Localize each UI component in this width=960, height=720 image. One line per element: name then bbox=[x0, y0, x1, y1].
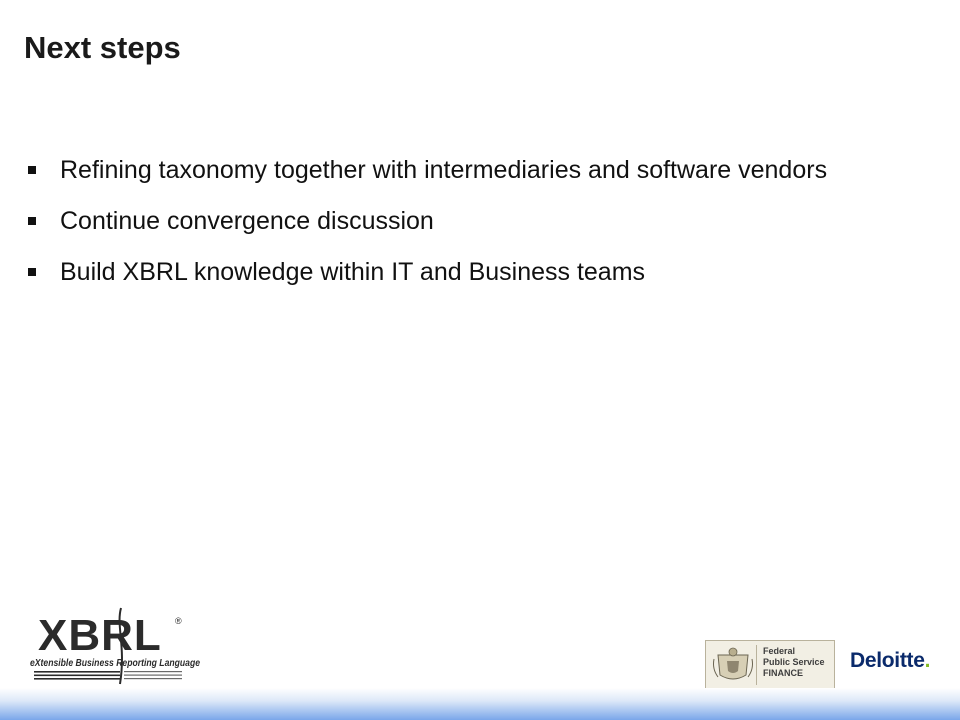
finance-line-1: Federal bbox=[763, 646, 796, 656]
xbrl-logo bbox=[28, 606, 218, 686]
deloitte-logo bbox=[850, 649, 930, 673]
bullet-text: Build XBRL knowledge within IT and Business teams bbox=[60, 258, 646, 286]
svg-text:®: ® bbox=[175, 616, 182, 626]
deloitte-green-dot: . bbox=[924, 649, 931, 672]
bullet-text: Continue convergence discussion bbox=[60, 207, 434, 235]
xbrl-tagline: eXtensible Business Reporting Language bbox=[30, 657, 201, 669]
deloitte-wordmark: Deloitte bbox=[850, 649, 925, 672]
finance-line-3: FINANCE bbox=[763, 668, 803, 678]
xbrl-wordmark: XBRL bbox=[38, 611, 162, 660]
square-bullet-icon bbox=[28, 217, 36, 225]
bullet-item bbox=[24, 153, 924, 187]
bullet-item bbox=[24, 204, 924, 238]
finance-line-2: Public Service bbox=[763, 657, 825, 667]
bullet-list bbox=[24, 153, 924, 306]
square-bullet-icon bbox=[28, 166, 36, 174]
belgian-crest-icon bbox=[710, 645, 757, 685]
bullet-item bbox=[24, 255, 924, 289]
finance-logo bbox=[705, 640, 835, 690]
bullet-text: Refining taxonomy together with intermediaries and software vendors bbox=[60, 156, 828, 184]
finance-text bbox=[763, 646, 835, 679]
slide-title: Next steps bbox=[24, 30, 181, 65]
footer-gradient-band bbox=[0, 688, 960, 720]
square-bullet-icon bbox=[28, 268, 36, 276]
